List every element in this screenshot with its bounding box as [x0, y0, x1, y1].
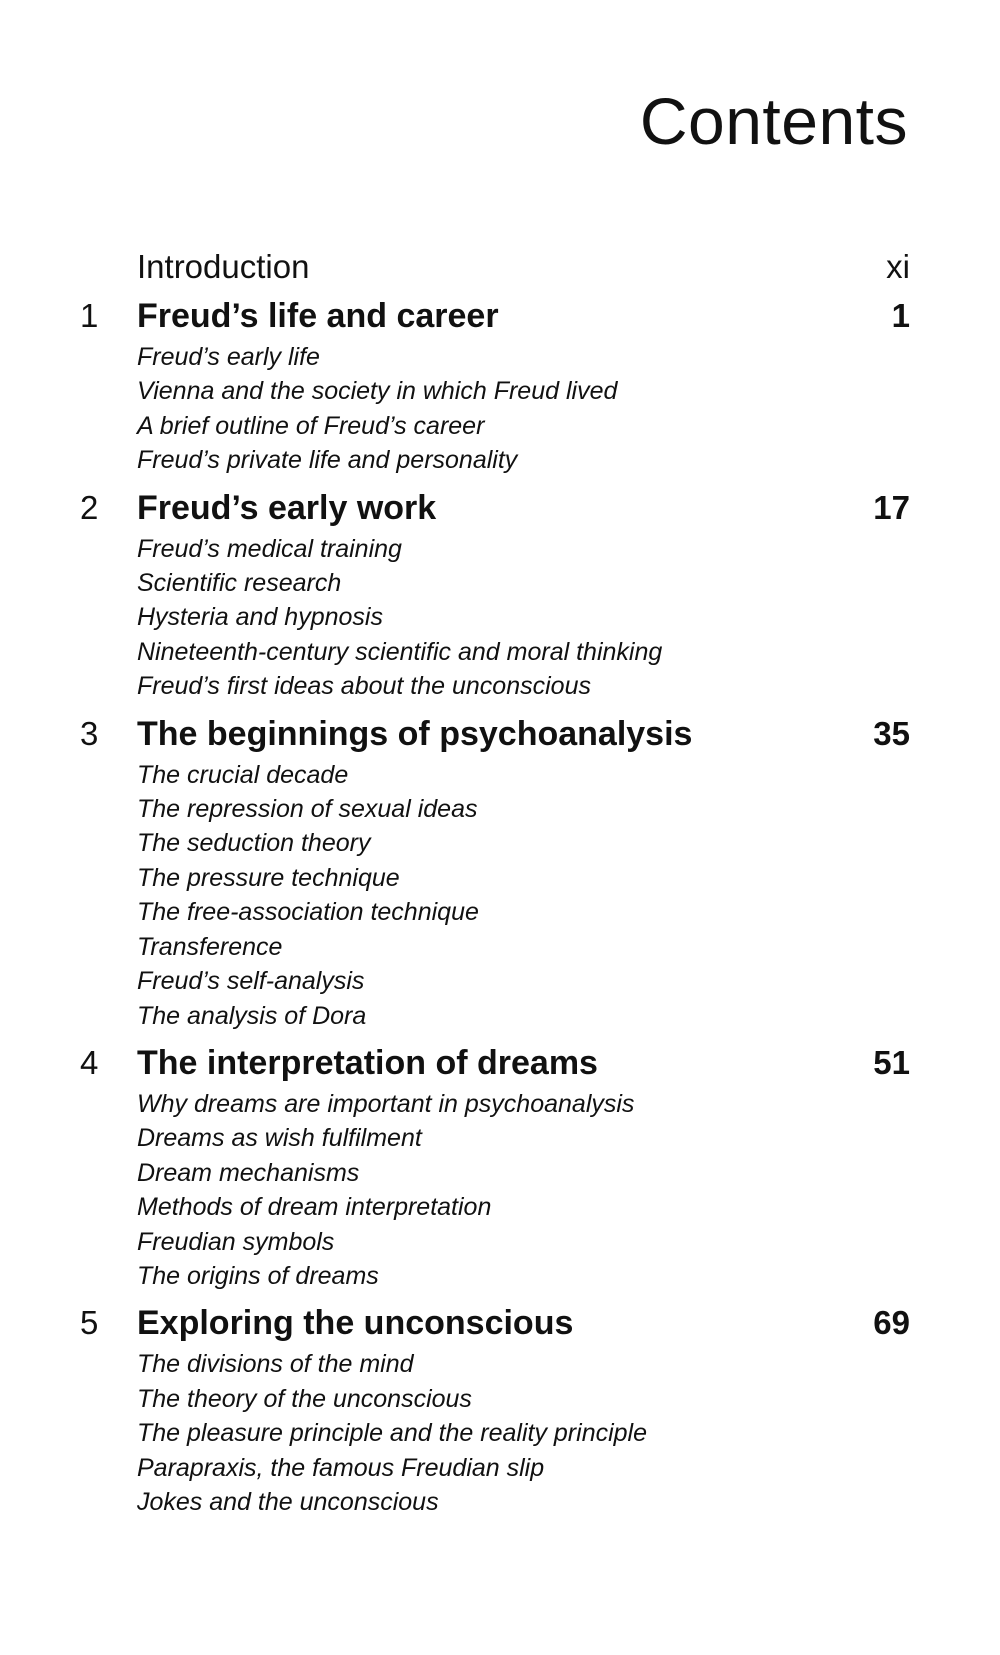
section-item: Methods of dream interpretation [137, 1193, 492, 1222]
chapter-title: Freud’s life and career [137, 297, 499, 335]
chapter-title: The beginnings of psychoanalysis [137, 714, 693, 753]
chapter-2 [0, 484, 1000, 704]
section-item: The pressure technique [137, 863, 400, 892]
section-item: Why dreams are important in psychoanalysis [137, 1089, 635, 1118]
section-item: Freud’s early life [137, 343, 320, 371]
chapter-number: 1 [80, 297, 99, 334]
section-item: A brief outline of Freud’s career [137, 411, 485, 440]
section-item: The analysis of Dora [137, 1001, 367, 1030]
section-list [0, 340, 1000, 478]
chapter-page-number: 1 [891, 297, 910, 334]
chapter-heading[interactable] [0, 292, 1000, 340]
chapter-number: 2 [80, 488, 99, 526]
chapter-title: Freud’s early work [137, 488, 437, 527]
chapter-heading[interactable] [0, 1299, 1000, 1347]
introduction-label: Introduction [137, 248, 310, 285]
page-title: Contents [639, 84, 908, 158]
chapter-5 [0, 1299, 1000, 1519]
chapter-heading[interactable] [0, 710, 1000, 758]
toc-entry-introduction[interactable] [137, 247, 910, 287]
chapter-3 [0, 710, 1000, 1033]
section-list [0, 1347, 1000, 1519]
chapter-page-number: 69 [873, 1304, 910, 1342]
section-item: The crucial decade [137, 760, 349, 789]
section-list [0, 532, 1000, 704]
section-item: Scientific research [137, 569, 342, 598]
chapter-1 [0, 292, 1000, 478]
section-list [0, 758, 1000, 1033]
section-item: The free-association technique [137, 898, 479, 927]
section-item: Dream mechanisms [137, 1158, 360, 1187]
section-item: Freud’s private life and personality [137, 446, 518, 475]
chapter-title: Exploring the unconscious [137, 1304, 574, 1343]
chapter-number: 3 [80, 714, 99, 752]
chapter-4 [0, 1039, 1000, 1293]
chapter-heading[interactable] [0, 484, 1000, 532]
chapter-title: The interpretation of dreams [137, 1043, 598, 1082]
section-list [0, 1087, 1000, 1293]
section-item: The divisions of the mind [137, 1350, 414, 1379]
chapter-page-number: 35 [873, 714, 910, 752]
chapter-number: 4 [80, 1043, 99, 1081]
section-item: Transference [137, 932, 283, 961]
chapter-page-number: 51 [873, 1043, 910, 1081]
chapter-page-number: 17 [873, 488, 910, 526]
section-item: The repression of sexual ideas [137, 795, 478, 824]
section-item: Freud’s first ideas about the unconscious [137, 672, 591, 701]
section-item: The origins of dreams [137, 1261, 379, 1290]
section-item: Hysteria and hypnosis [137, 603, 383, 632]
chapter-number: 5 [80, 1304, 99, 1342]
section-item: Vienna and the society in which Freud lived [137, 377, 618, 406]
introduction-page-number: xi [886, 248, 910, 285]
section-item: Jokes and the unconscious [137, 1487, 439, 1516]
section-item: Freud’s self-analysis [137, 967, 365, 996]
section-item: Dreams as wish fulfilment [137, 1124, 422, 1153]
section-item: Freudian symbols [137, 1227, 335, 1256]
section-item: Freud’s medical training [137, 534, 402, 563]
chapter-list [0, 292, 1000, 1525]
section-item: The pleasure principle and the reality principle [137, 1419, 648, 1448]
section-item: The theory of the unconscious [137, 1384, 472, 1413]
chapter-heading[interactable] [0, 1039, 1000, 1087]
section-item: Parapraxis, the famous Freudian slip [137, 1453, 545, 1482]
section-item: Nineteenth-century scientific and moral thinking [137, 637, 663, 666]
section-item: The seduction theory [137, 829, 371, 858]
